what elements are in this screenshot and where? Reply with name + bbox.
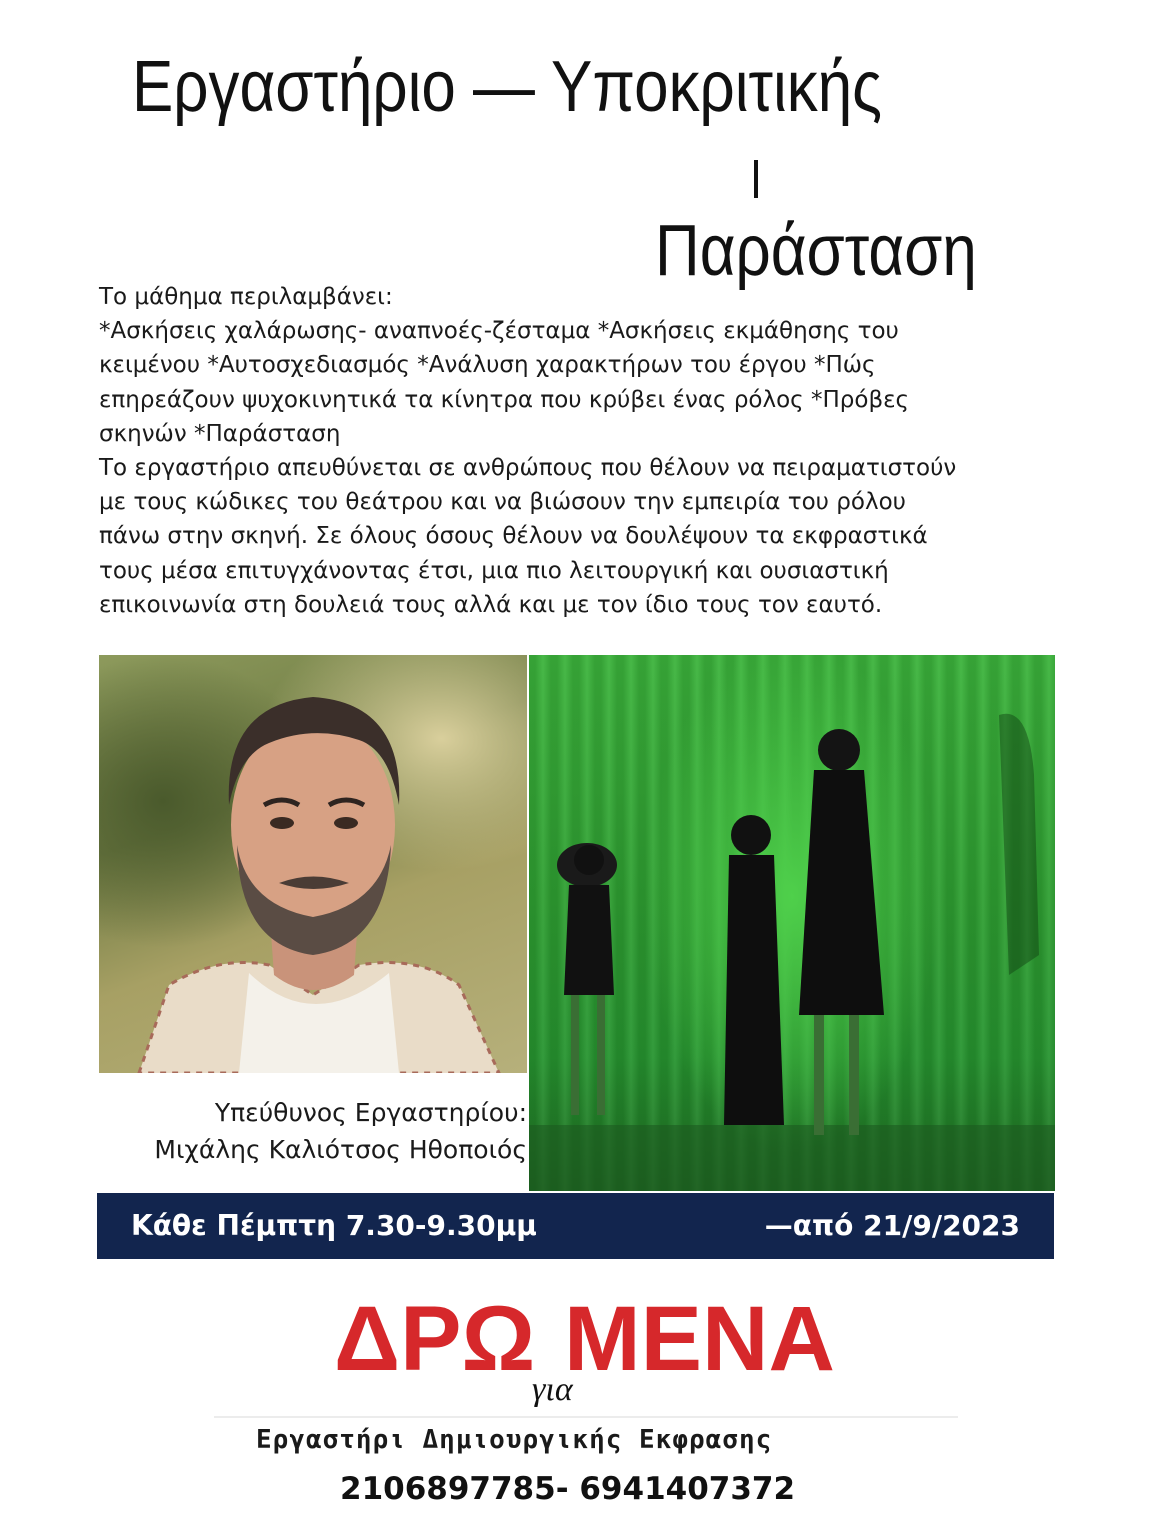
description-line: Το εργαστήριο απευθύνεται σε ανθρώπους που θέλουν να πειραματιστούν (99, 455, 957, 482)
stage-illustration (529, 655, 1055, 1191)
schedule-banner (97, 1193, 1054, 1259)
title-line-1: Εργαστήριο — Υποκριτικής (132, 47, 883, 127)
schedule-day-time: Κάθε Πέμπτη 7.30-9.30μμ (131, 1209, 537, 1242)
caption-name: Μιχάλης Καλιότσος Ηθοποιός (154, 1135, 527, 1164)
instructor-caption (67, 1094, 527, 1168)
logo-underline (214, 1416, 958, 1418)
title-line-2: Παράσταση (655, 211, 977, 291)
description-line: πάνω στην σκηνή. Σε όλους όσους θέλουν να δουλέψουν τα εκφραστικά (99, 523, 928, 550)
title-vertical-bar (754, 160, 758, 198)
description-line: τους μέσα επιτυγχάνοντας έτσι, μια πιο λειτουργική και ουσιαστική (99, 557, 889, 584)
description-line: *Ασκήσεις χαλάρωσης- αναπνοές-ζέσταμα *Ασκήσεις εκμάθησης του (99, 318, 899, 345)
logo-graphic (334, 1296, 844, 1411)
droumena-logo (334, 1296, 844, 1411)
description-line: με τους κώδικες του θεάτρου και να βιώσουν την εμπειρία του ρόλου (99, 489, 906, 516)
description-line: επικοινωνία στη δουλειά τους αλλά και με τον ίδιο τους τον εαυτό. (99, 591, 883, 618)
description-line: επηρεάζουν ψυχοκινητικά τα κίνητρα που κρύβει ένας ρόλος *Πρόβες (99, 386, 910, 413)
logo-text-right: ΜΕΝΑ (564, 1296, 835, 1390)
description-line: Το μάθημα περιλαμβάνει: (99, 284, 393, 310)
logo-text-small: για (532, 1371, 573, 1408)
instructor-portrait-photo (99, 655, 527, 1073)
logo-text-left: ΔΡΩ (334, 1296, 536, 1390)
description-text (99, 280, 1159, 622)
contact-phones: 2106897785- 6941407372 (340, 1471, 796, 1507)
schedule-start-date: —από 21/9/2023 (764, 1209, 1020, 1242)
stage-performance-photo (529, 655, 1055, 1191)
description-line: κειμένου *Αυτοσχεδιασμός *Ανάλυση χαρακτήρων του έργου *Πώς (99, 352, 876, 379)
description-line: σκηνών *Παράσταση (99, 420, 341, 447)
caption-role: Υπεύθυνος Εργαστηρίου: (214, 1098, 527, 1127)
portrait-illustration (99, 655, 527, 1073)
workshop-name: Εργαστήρι Δημιουργικής Εκφρασης (256, 1425, 773, 1455)
